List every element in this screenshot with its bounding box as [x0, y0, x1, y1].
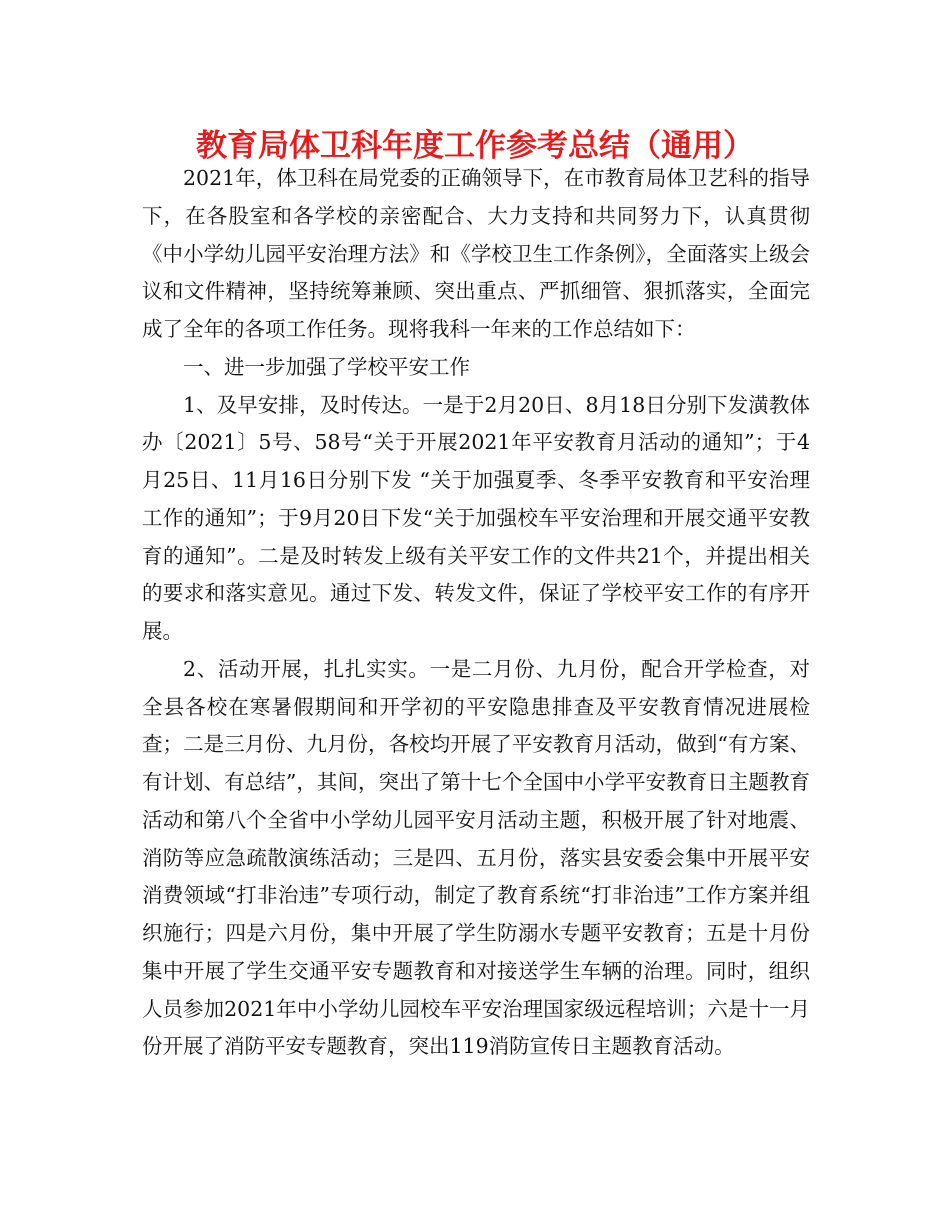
paragraph-item-1: 1、及早安排，及时传达。一是于2月20日、8月18日分别下发潢教体办〔2021〕5号、58号“关于开展2021年平安教育月活动的通知”；于4月25日、11月16日分别下发 “关于加强夏季、冬季平安教育和平安治理工作的通知”；于9月20日下发“关于加强校车平安治理和开展交通平安教育的通知”。二是及时转发上级有关平安工作的文件共21个，并提出相关的要求和落实意见。通过下发、转发文件，保证了学校平安工作的有序开展。	[142, 392, 810, 643]
document-body	[142, 160, 810, 1066]
section-heading-safety: 一、进一步加强了学校平安工作	[183, 354, 470, 379]
paragraph-intro: 2021年，体卫科在局党委的正确领导下，在市教育局体卫艺科的指导下，在各股室和各学校的亲密配合、大力支持和共同努力下，认真贯彻《中小学幼儿园平安治理方法》和《学校卫生工作条例》，全面落实上级会议和文件精神，坚持统筹兼顾、突出重点、严抓细管、狠抓落实，全面完成了全年的各项工作任务。现将我科一年来的工作总结如下：	[142, 166, 810, 341]
paragraph-item-2: 2、活动开展，扎扎实实。一是二月份、九月份，配合开学检查，对全县各校在寒暑假期间和开学初的平安隐患排查及平安教育情况进展检查；二是三月份、九月份，各校均开展了平安教育月活动，做到“有方案、有计划、有总结”，其间，突出了第十七个全国中小学平安教育日主题教育活动和第八个全省中小学幼儿园平安月活动主题，积极开展了针对地震、消防等应急疏散演练活动；三是四、五月份，落实县安委会集中开展平安消费领域“打非治违”专项行动，制定了教育系统“打非治违”工作方案并组织施行；四是六月份，集中开展了学生防溺水专题平安教育；五是十月份集中开展了学生交通平安专题教育和对接送学生车辆的治理。同时，组织人员参加2021年中小学幼儿园校车平安治理国家级远程培训；六是十一月份开展了消防平安专题教育，突出119消防宣传日主题教育活动。	[142, 656, 810, 1059]
document-title: 教育局体卫科年度工作参考总结（通用）	[196, 128, 754, 164]
